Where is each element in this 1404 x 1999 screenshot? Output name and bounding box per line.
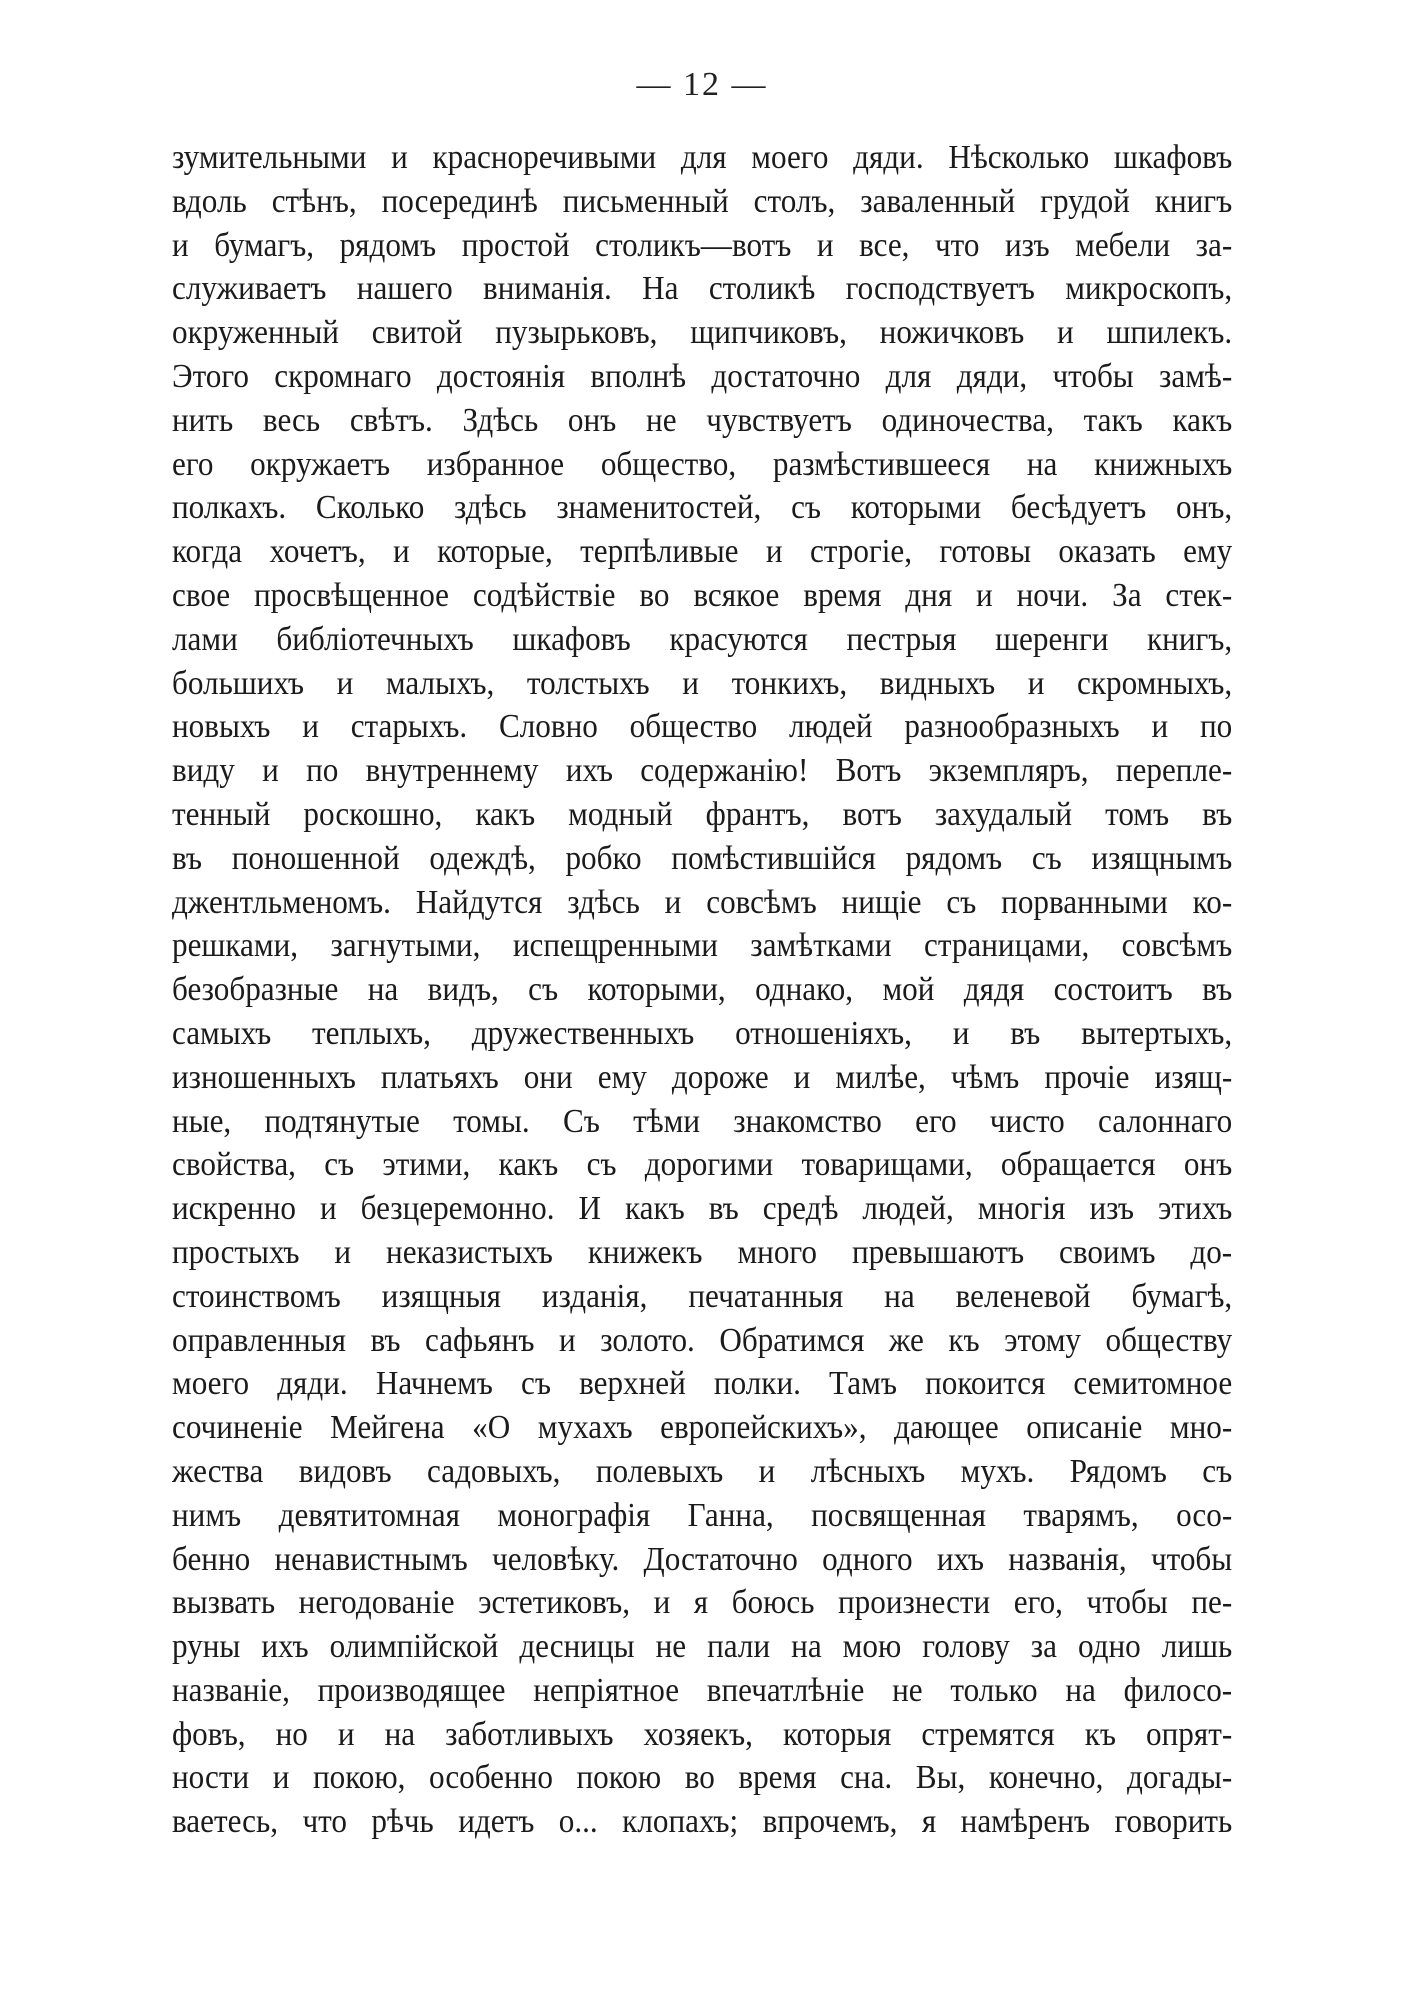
text-line-3: и бумагъ, рядомъ простой столикъ—вотъ и все, что изъ мебели за- [172,226,1233,264]
text-line-12: лами библіотечныхъ шкафовъ красуются пестрыя шеренги книгъ, [172,620,1233,658]
text-line-9: полкахъ. Сколько здѣсь знаменитостей, съ которыми бесѣдуетъ онъ, [172,489,1233,527]
text-line-36: названіе, производящее непріятное впечатлѣніе не только на филосо- [172,1671,1233,1709]
text-line-33: бенно ненавистнымъ человѣку. Достаточно одного ихъ названія, чтобы [172,1540,1233,1578]
text-line-10: когда хочетъ, и которые, терпѣливые и строгіе, готовы оказать ему [172,533,1233,571]
text-line-28: оправленныя въ сафьянъ и золото. Обратимся же къ этому обществу [172,1321,1233,1359]
text-line-34: вызвать негодованіе эстетиковъ, и я боюсь произнести его, чтобы пе- [172,1584,1233,1622]
text-line-16: тенный роскошно, какъ модный франтъ, вотъ захудалый томъ въ [172,795,1233,833]
text-line-15: виду и по внутреннему ихъ содержанію! Вотъ экземпляръ, переплe- [172,752,1233,790]
text-line-13: большихъ и малыхъ, толстыхъ и тонкихъ, видныхъ и скромныхъ, [172,664,1233,702]
text-line-4: служиваетъ нашего вниманія. На столикѣ господствуетъ микроскопъ, [172,270,1233,308]
text-line-35: руны ихъ олимпійской десницы не пали на мою голову за одно лишь [172,1628,1233,1666]
text-line-26: простыхъ и неказистыхъ книжекъ много превышаютъ своимъ до- [172,1233,1233,1271]
text-line-25: искренно и безцеремонно. И какъ въ средѣ людей, многія изъ этихъ [172,1190,1233,1228]
text-line-22: изношенныхъ платьяхъ они ему дороже и милѣе, чѣмъ прочіе изящ- [172,1058,1233,1096]
page-number: — 12 — [636,66,768,103]
text-line-1: зумительными и красноречивыми для моего дяди. Нѣсколько шкафовъ [172,139,1233,176]
text-line-39: ваетесь, что рѣчь идетъ о... клопахъ; впрочемъ, я намѣренъ говорить [172,1803,1233,1841]
text-line-29: моего дяди. Начнемъ съ верхней полки. Тамъ покоится семитомное [172,1365,1233,1403]
text-line-37: фовъ, но и на заботливыхъ хозяекъ, которыя стремятся къ опрят- [172,1715,1233,1753]
text-line-32: нимъ девятитомная монографія Ганна, посвященная тварямъ, осо- [172,1496,1233,1534]
text-line-6: Этого скромнаго достоянія вполнѣ достаточно для дяди, чтобы замѣ- [172,357,1233,395]
text-line-38: ности и покою, особенно покою во время сна. Вы, конечно, догады- [172,1759,1233,1797]
text-line-21: самыхъ теплыхъ, дружественныхъ отношеніяхъ, и въ вытертыхъ, [172,1014,1233,1052]
text-line-8: его окружаетъ избранное общество, размѣстившееся на книжныхъ [172,445,1233,483]
text-line-18: джентльменомъ. Найдутся здѣсь и совсѣмъ нищіе съ порванными ко- [172,883,1233,921]
text-line-5: окруженный свитой пузырьковъ, щипчиковъ, ножичковъ и шпилекъ. [172,314,1233,352]
text-line-19: решками, загнутыми, испещренными замѣтками страницами, совсѣмъ [172,927,1233,965]
text-line-23: ные, подтянутые томы. Съ тѣми знакомство его чисто салоннаго [172,1102,1233,1140]
text-line-27: стоинствомъ изящныя изданія, печатанныя на веленевой бумагѣ, [172,1277,1233,1315]
text-line-30: сочиненіе Мейгена «О мухахъ европейскихъ», дающее описаніе мно- [172,1409,1233,1447]
text-line-2: вдоль стѣнъ, посерединѣ письменный столъ, заваленный грудой книгъ [172,182,1233,220]
text-line-17: въ поношенной одеждѣ, робко помѣстившійся рядомъ съ изящнымъ [172,839,1233,877]
text-line-31: жества видовъ садовыхъ, полевыхъ и лѣсныхъ мухъ. Рядомъ съ [172,1452,1233,1490]
text-line-20: безобразные на видъ, съ которыми, однако, мой дядя состоитъ въ [172,971,1233,1009]
text-line-11: свое просвѣщенное содѣйствіе во всякое время дня и ночи. За стек- [172,576,1233,614]
text-line-7: нить весь свѣтъ. Здѣсь онъ не чувствуетъ одиночества, такъ какъ [172,401,1233,439]
body-text [172,136,1232,1844]
text-line-14: новыхъ и старыхъ. Словно общество людей разнообразныхъ и по [172,708,1233,746]
text-line-24: свойства, съ этими, какъ съ дорогими товарищами, обращается онъ [172,1146,1233,1184]
